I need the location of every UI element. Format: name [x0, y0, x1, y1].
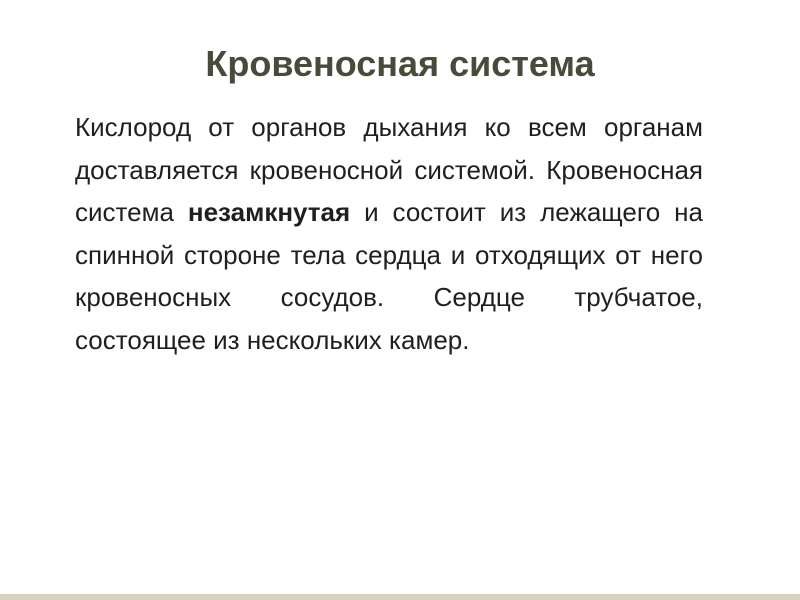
body-paragraph [75, 106, 703, 361]
slide-title: Кровеносная система [205, 43, 595, 84]
paragraph-text-end: и состоит из лежащего на спинной стороне тела сердца и отходящих от него кровеносных сосудов. Сердце трубчатое, состоящее из нескольких камер. [75, 197, 703, 355]
emphasized-term: незамкнутая [187, 197, 351, 227]
paragraph-text-start: Кислород от органов дыхания ко всем органам доставляется кровеносной системой. Кровеносная система [75, 112, 703, 227]
bottom-accent-bar [0, 594, 800, 600]
